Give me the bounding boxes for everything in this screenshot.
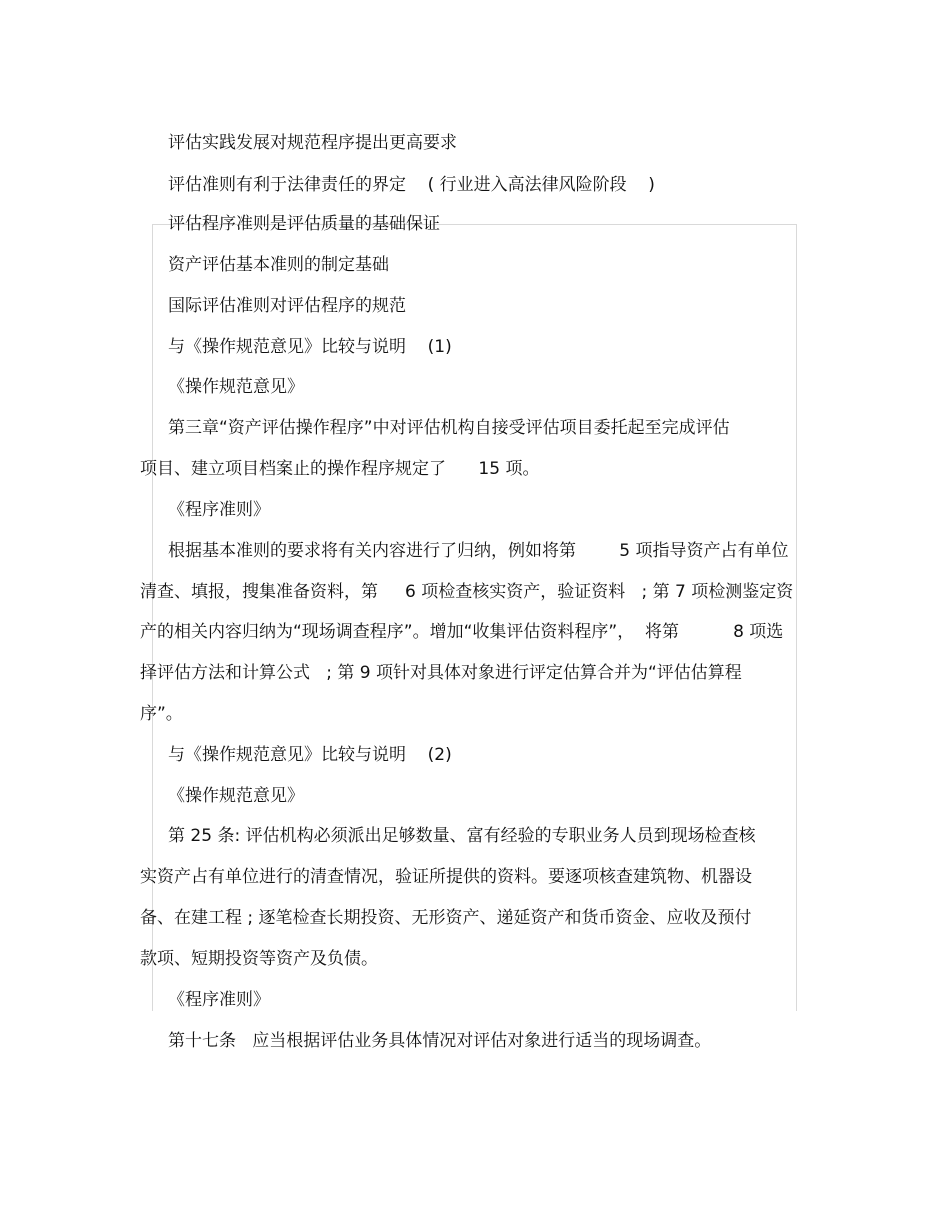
paragraph-line: 第 25 条: 评估机构必须派出足够数量、富有经验的专职业务人员到现场检查核 bbox=[168, 826, 756, 846]
paragraph-line: 第十七条 应当根据评估业务具体情况对评估对象进行适当的现场调查。 bbox=[168, 1031, 712, 1051]
paragraph-line: 清查、填报，搜集准备资料，第 6 项检查核实资产，验证资料 ; 第 7 项检测鉴定资 bbox=[140, 582, 794, 602]
paragraph-line: 第三章“资产评估操作程序”中对评估机构自接受评估项目委托起至完成评估 bbox=[168, 418, 730, 438]
paragraph-line: 择评估方法和计算公式 ; 第 9 项针对具体对象进行评定估算合并为“评估估算程 bbox=[140, 663, 742, 683]
paragraph-line: 项目、建立项目档案止的操作程序规定了 15 项。 bbox=[140, 459, 540, 479]
paragraph-line: 评估准则有利于法律责任的界定 ( 行业进入高法律风险阶段 ) bbox=[168, 175, 655, 195]
source-label: 《程序准则》 bbox=[168, 500, 270, 520]
paragraph-line: 评估程序准则是评估质量的基础保证 bbox=[168, 214, 440, 234]
paragraph-line: 款项、短期投资等资产及负债。 bbox=[140, 949, 378, 969]
paragraph-line: 国际评估准则对评估程序的规范 bbox=[168, 296, 406, 316]
paragraph-line: 产的相关内容归纳为“现场调查程序”。增加“收集评估资料程序”， 将第 8 项选 bbox=[140, 622, 784, 642]
paragraph-line: 备、在建工程 ; 逐笔检查长期投资、无形资产、递延资产和货币资金、应收及预付 bbox=[140, 908, 752, 928]
paragraph-line: 实资产占有单位进行的清查情况，验证所提供的资料。要逐项核查建筑物、机器设 bbox=[140, 867, 752, 887]
section-heading: 与《操作规范意见》比较与说明 (1) bbox=[168, 337, 452, 357]
paragraph-line: 序”。 bbox=[140, 704, 183, 724]
source-label: 《操作规范意见》 bbox=[168, 786, 304, 806]
paragraph-line: 根据基本准则的要求将有关内容进行了归纳，例如将第 5 项指导资产占有单位 bbox=[168, 541, 789, 561]
paragraph-line: 评估实践发展对规范程序提出更高要求 bbox=[168, 133, 457, 153]
section-heading: 与《操作规范意见》比较与说明 (2) bbox=[168, 745, 452, 765]
source-label: 《操作规范意见》 bbox=[168, 377, 304, 397]
paragraph-line: 资产评估基本准则的制定基础 bbox=[168, 255, 389, 275]
source-label: 《程序准则》 bbox=[168, 990, 270, 1010]
